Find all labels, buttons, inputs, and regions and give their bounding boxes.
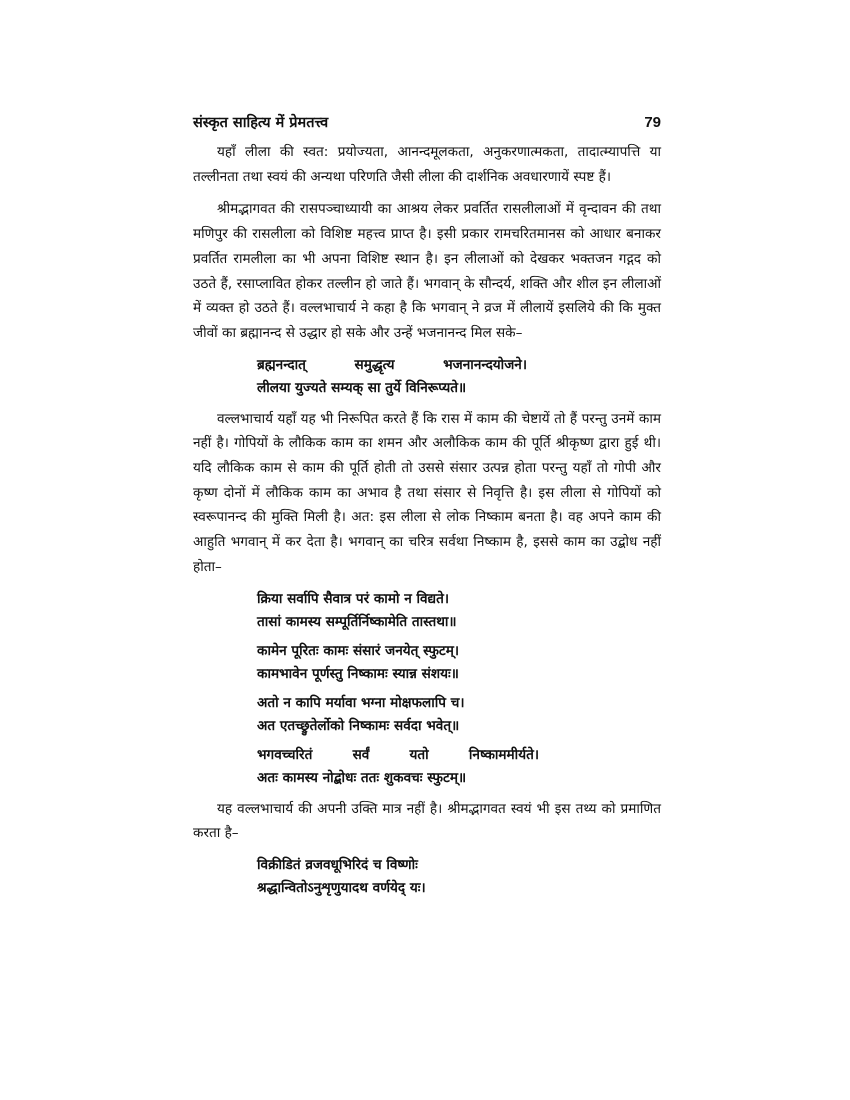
verse-word: सर्वं [352, 746, 370, 763]
running-header [193, 112, 661, 132]
verse-line: अतः कामस्य नोद्बोधः ततः शुकवचः स्फुटम्॥ [257, 770, 467, 787]
verse-line: अत एतच्छ्रुतेर्लोको निष्कामः सर्वदा भवेत्॥ [257, 718, 460, 735]
verse-block-1 [257, 354, 661, 401]
verse-line: श्रद्धान्वितोऽनुशृणुयादथ वर्णयेद् यः। [257, 880, 426, 897]
verse-line [257, 744, 539, 768]
paragraph-2: श्रीमद्भागवत की रासपञ्चाध्यायी का आश्रय लेकर प्रवर्तित रासलीलाओं में वृन्दावन की तथा मणिपुर की रासलीला को विशिष्ट महत्त्व प्राप्त है। इसी प्रकार रामचरितमानस को आधार बनाकर प्रवर्तित रामलीला का भी अपना विशिष्ट स्थान है। इन लीलाओं को देखकर भक्तजन गद्गद को उठते हैं, रसाप्लावित होकर तल्लीन हो जाते हैं। भगवान् के सौन्दर्य, शक्ति और शील इन लीलाओं में व्यक्त हो उठते हैं। वल्लभाचार्य ने कहा है कि भगवान् ने व्रज में लीलायें इसलिये की कि मुक्त जीवों का ब्रह्मानन्द से उद्धार हो सके और उन्हें भजनानन्द मिल सके– [193, 201, 661, 341]
page-number: 79 [644, 114, 661, 131]
verse-line [257, 354, 527, 378]
header-title: संस्कृत साहित्य में प्रेमतत्त्व [193, 115, 329, 131]
verse-word: समुद्धृत्य [354, 356, 395, 373]
verse-line: लीलया युज्यते सम्यक् सा तुर्ये विनिरूप्यते॥ [257, 380, 467, 397]
verse-word: भगवच्चरितं [257, 746, 313, 763]
verse-word: यतो [409, 746, 429, 763]
verse-block-3 [257, 854, 661, 901]
verse-line: कामेन पूरितः कामः संसारं जनयेत् स्फुटम्। [257, 642, 460, 659]
verse-line: क्रिया सर्वापि सैवात्र परं कामो न विद्यते। [257, 590, 450, 607]
paragraph-3: वल्लभाचार्य यहाँ यह भी निरूपित करते हैं कि रास में काम की चेष्टायें तो हैं परन्तु उनमें काम नहीं है। गोपियों के लौकिक काम का शमन और अलौकिक काम की पूर्ति श्रीकृष्ण द्वारा हुई थी। यदि लौकिक काम से काम की पूर्ति होती तो उससे संसार उत्पन्न होता परन्तु यहाँ तो गोपी और कृष्ण दोनों में लौकिक काम का अभाव है तथा संसार से निवृत्ति है। इस लीला से गोपियों को स्वरूपानन्द की मुक्ति मिली है। अत: इस लीला से लोक निष्काम बनता है। वह अपने काम की आहुति भगवान् में कर देता है। भगवान् का चरित्र सर्वथा निष्काम है, इससे काम का उद्बोध नहीं होता– [193, 410, 661, 575]
document-page [193, 112, 661, 907]
verse-word: ब्रह्मनन्दात् [257, 356, 306, 373]
verse-line: विक्रीडितं व्रजवधूभिरिदं च विष्णोः [257, 856, 418, 873]
verse-block-2 [257, 588, 661, 791]
verse-line: अतो न कापि मर्यावा भग्ना मोक्षफलापि च। [257, 694, 465, 711]
verse-line: कामभावेन पूर्णस्तु निष्कामः स्यान्न संशयः॥ [257, 666, 459, 683]
verse-word: भजनानन्दयोजने। [443, 356, 527, 373]
paragraph-1: यहाँ लीला की स्वत: प्रयोज्यता, आनन्दमूलकता, अनुकरणात्मकता, तादात्म्यापत्ति या तल्लीनता तथा स्वयं की अन्यथा परिणति जैसी लीला की दार्शनिक अवधारणायें स्पष्ट हैं। [193, 144, 661, 185]
paragraph-4: यह वल्लभाचार्य की अपनी उक्ति मात्र नहीं है। श्रीमद्भागवत स्वयं भी इस तथ्य को प्रमाणित करता है– [193, 800, 661, 842]
verse-word: निष्काममीर्यते। [468, 746, 539, 763]
verse-line: तासां कामस्य सम्पूर्तिर्निष्कामेति तास्तथा॥ [257, 614, 457, 631]
